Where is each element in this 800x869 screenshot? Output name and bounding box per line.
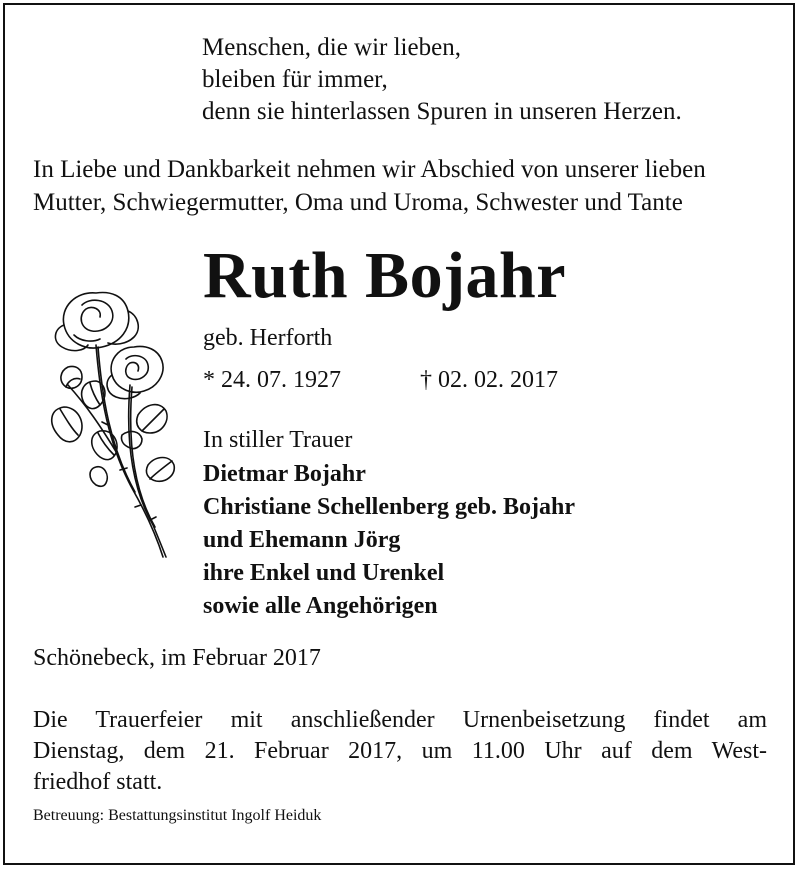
birth-name: geb. Herforth <box>203 325 333 351</box>
funeral-home-credit: Betreuung: Bestattungsinstitut Ingolf Heiduk <box>33 807 322 824</box>
birth-date: * 24. 07. 1927 <box>203 367 341 393</box>
service-line: friedhof statt. <box>33 769 163 795</box>
intro-line: In Liebe und Dankbarkeit nehmen wir Abschied von unserer lieben <box>33 156 706 183</box>
poem-line: denn sie hinterlassen Spuren in unseren Herzen. <box>202 98 682 125</box>
mourner-name: Dietmar Bojahr <box>203 461 366 487</box>
mourners-list <box>203 458 575 623</box>
service-line: Die Trauerfeier mit anschließender Urnenbeisetzung findet am <box>33 707 767 733</box>
intro-line: Mutter, Schwiegermutter, Oma und Uroma, Schwester und Tante <box>33 189 683 216</box>
service-announcement <box>33 705 767 798</box>
roses-icon <box>38 285 188 575</box>
farewell-intro <box>33 153 706 219</box>
death-date: † 02. 02. 2017 <box>420 367 558 393</box>
mourner-name: sowie alle Angehörigen <box>203 593 438 619</box>
mourner-name: und Ehemann Jörg <box>203 527 401 553</box>
deceased-name: Ruth Bojahr <box>203 239 567 312</box>
place-and-date: Schönebeck, im Februar 2017 <box>33 645 321 671</box>
memorial-poem <box>202 32 682 128</box>
poem-line: bleiben für immer, <box>202 66 388 93</box>
mourner-name: ihre Enkel und Urenkel <box>203 560 445 586</box>
mourning-intro: In stiller Trauer <box>203 427 353 453</box>
service-line: Dienstag, dem 21. Februar 2017, um 11.00 Uhr auf dem West- <box>33 738 767 764</box>
poem-line: Menschen, die wir lieben, <box>202 34 461 61</box>
mourner-name: Christiane Schellenberg geb. Bojahr <box>203 494 575 520</box>
